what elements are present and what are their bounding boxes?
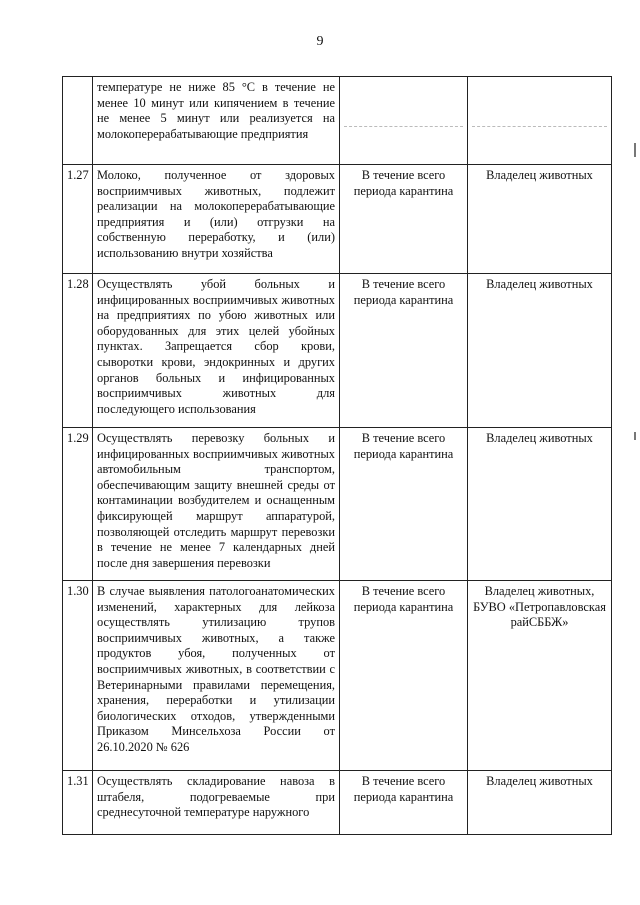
term-text: В течение всего периода карантина	[340, 581, 468, 771]
row-number: 1.29	[63, 428, 93, 581]
responsible-text: Владелец животных	[468, 165, 612, 274]
row-number: 1.28	[63, 274, 93, 428]
term-text: В течение всего периода карантина	[340, 165, 468, 274]
table-row	[63, 165, 612, 274]
table-row	[63, 581, 612, 771]
scan-artifact-line	[472, 126, 607, 127]
scan-artifact-line	[344, 126, 463, 127]
responsible-text: Владелец животных, БУВО «Петропавловская райСББЖ»	[468, 581, 612, 771]
term-text: В течение всего периода карантина	[340, 274, 468, 428]
measure-text	[93, 77, 340, 165]
row-number: 1.31	[63, 771, 93, 835]
measure-text: Осуществлять убой больных и инфицированных восприимчивых животных на предприятиях по убою животных или оборудованных для этих целей убойных пунктах. Запрещается сбор крови, сыворотки крови, эндокринных и других органов больных и инфицированных восприимчивых животных для последующего использования	[93, 274, 340, 428]
responsible-text: Владелец животных	[468, 428, 612, 581]
term-text: В течение всего периода карантина	[340, 428, 468, 581]
measure-text: Осуществлять складирование навоза в штабеля, подогреваемые при среднесуточной температуре наружного	[93, 771, 340, 835]
row-number	[63, 77, 93, 165]
row-number: 1.27	[63, 165, 93, 274]
table-row	[63, 274, 612, 428]
term-text: В течение всего периода карантина	[340, 771, 468, 835]
table-row	[63, 771, 612, 835]
table-row	[63, 428, 612, 581]
measure-text: Осуществлять перевозку больных и инфицированных восприимчивых животных автомобильным транспортом, обеспечивающим защиту внешней среды от контаминации возбудителем и оснащенным фиксирующей маршрут аппаратурой, позволяющей отследить маршрут перевозки в течение не менее 7 календарных дней после дня завершения перевозки	[93, 428, 340, 581]
term-cell	[340, 77, 468, 165]
measure-text-content: температуре не ниже 85 °С в течение не менее 10 минут или кипячением в течение не менее 5 минут или реализуется на молокоперерабатывающие предприятия	[97, 80, 335, 141]
responsible-text: Владелец животных	[468, 771, 612, 835]
page-number: 9	[316, 34, 324, 49]
row-number: 1.30	[63, 581, 93, 771]
measure-text: В случае выявления патологоанатомических изменений, характерных для лейкоза осуществлять утилизацию трупов восприимчивых животных, а также продуктов убоя, полученных от восприимчивых животных, в соответствии с Ветеринарными правилами перемещения, хранения, переработки и утилизации биологических отходов, утвержденными Приказом Минсельхоза России от 26.10.2020 № 626	[93, 581, 340, 771]
measures-table	[62, 76, 612, 835]
table-row	[63, 77, 612, 165]
responsible-text: Владелец животных	[468, 274, 612, 428]
scan-edge-mark	[634, 432, 636, 440]
responsible-cell	[468, 77, 612, 165]
measure-text: Молоко, полученное от здоровых восприимчивых животных, подлежит реализации на молокоперерабатывающие предприятия и (или) отгрузки на собственную переработку, и (или) использованию внутри хозяйства	[93, 165, 340, 274]
scan-edge-mark	[634, 143, 636, 157]
